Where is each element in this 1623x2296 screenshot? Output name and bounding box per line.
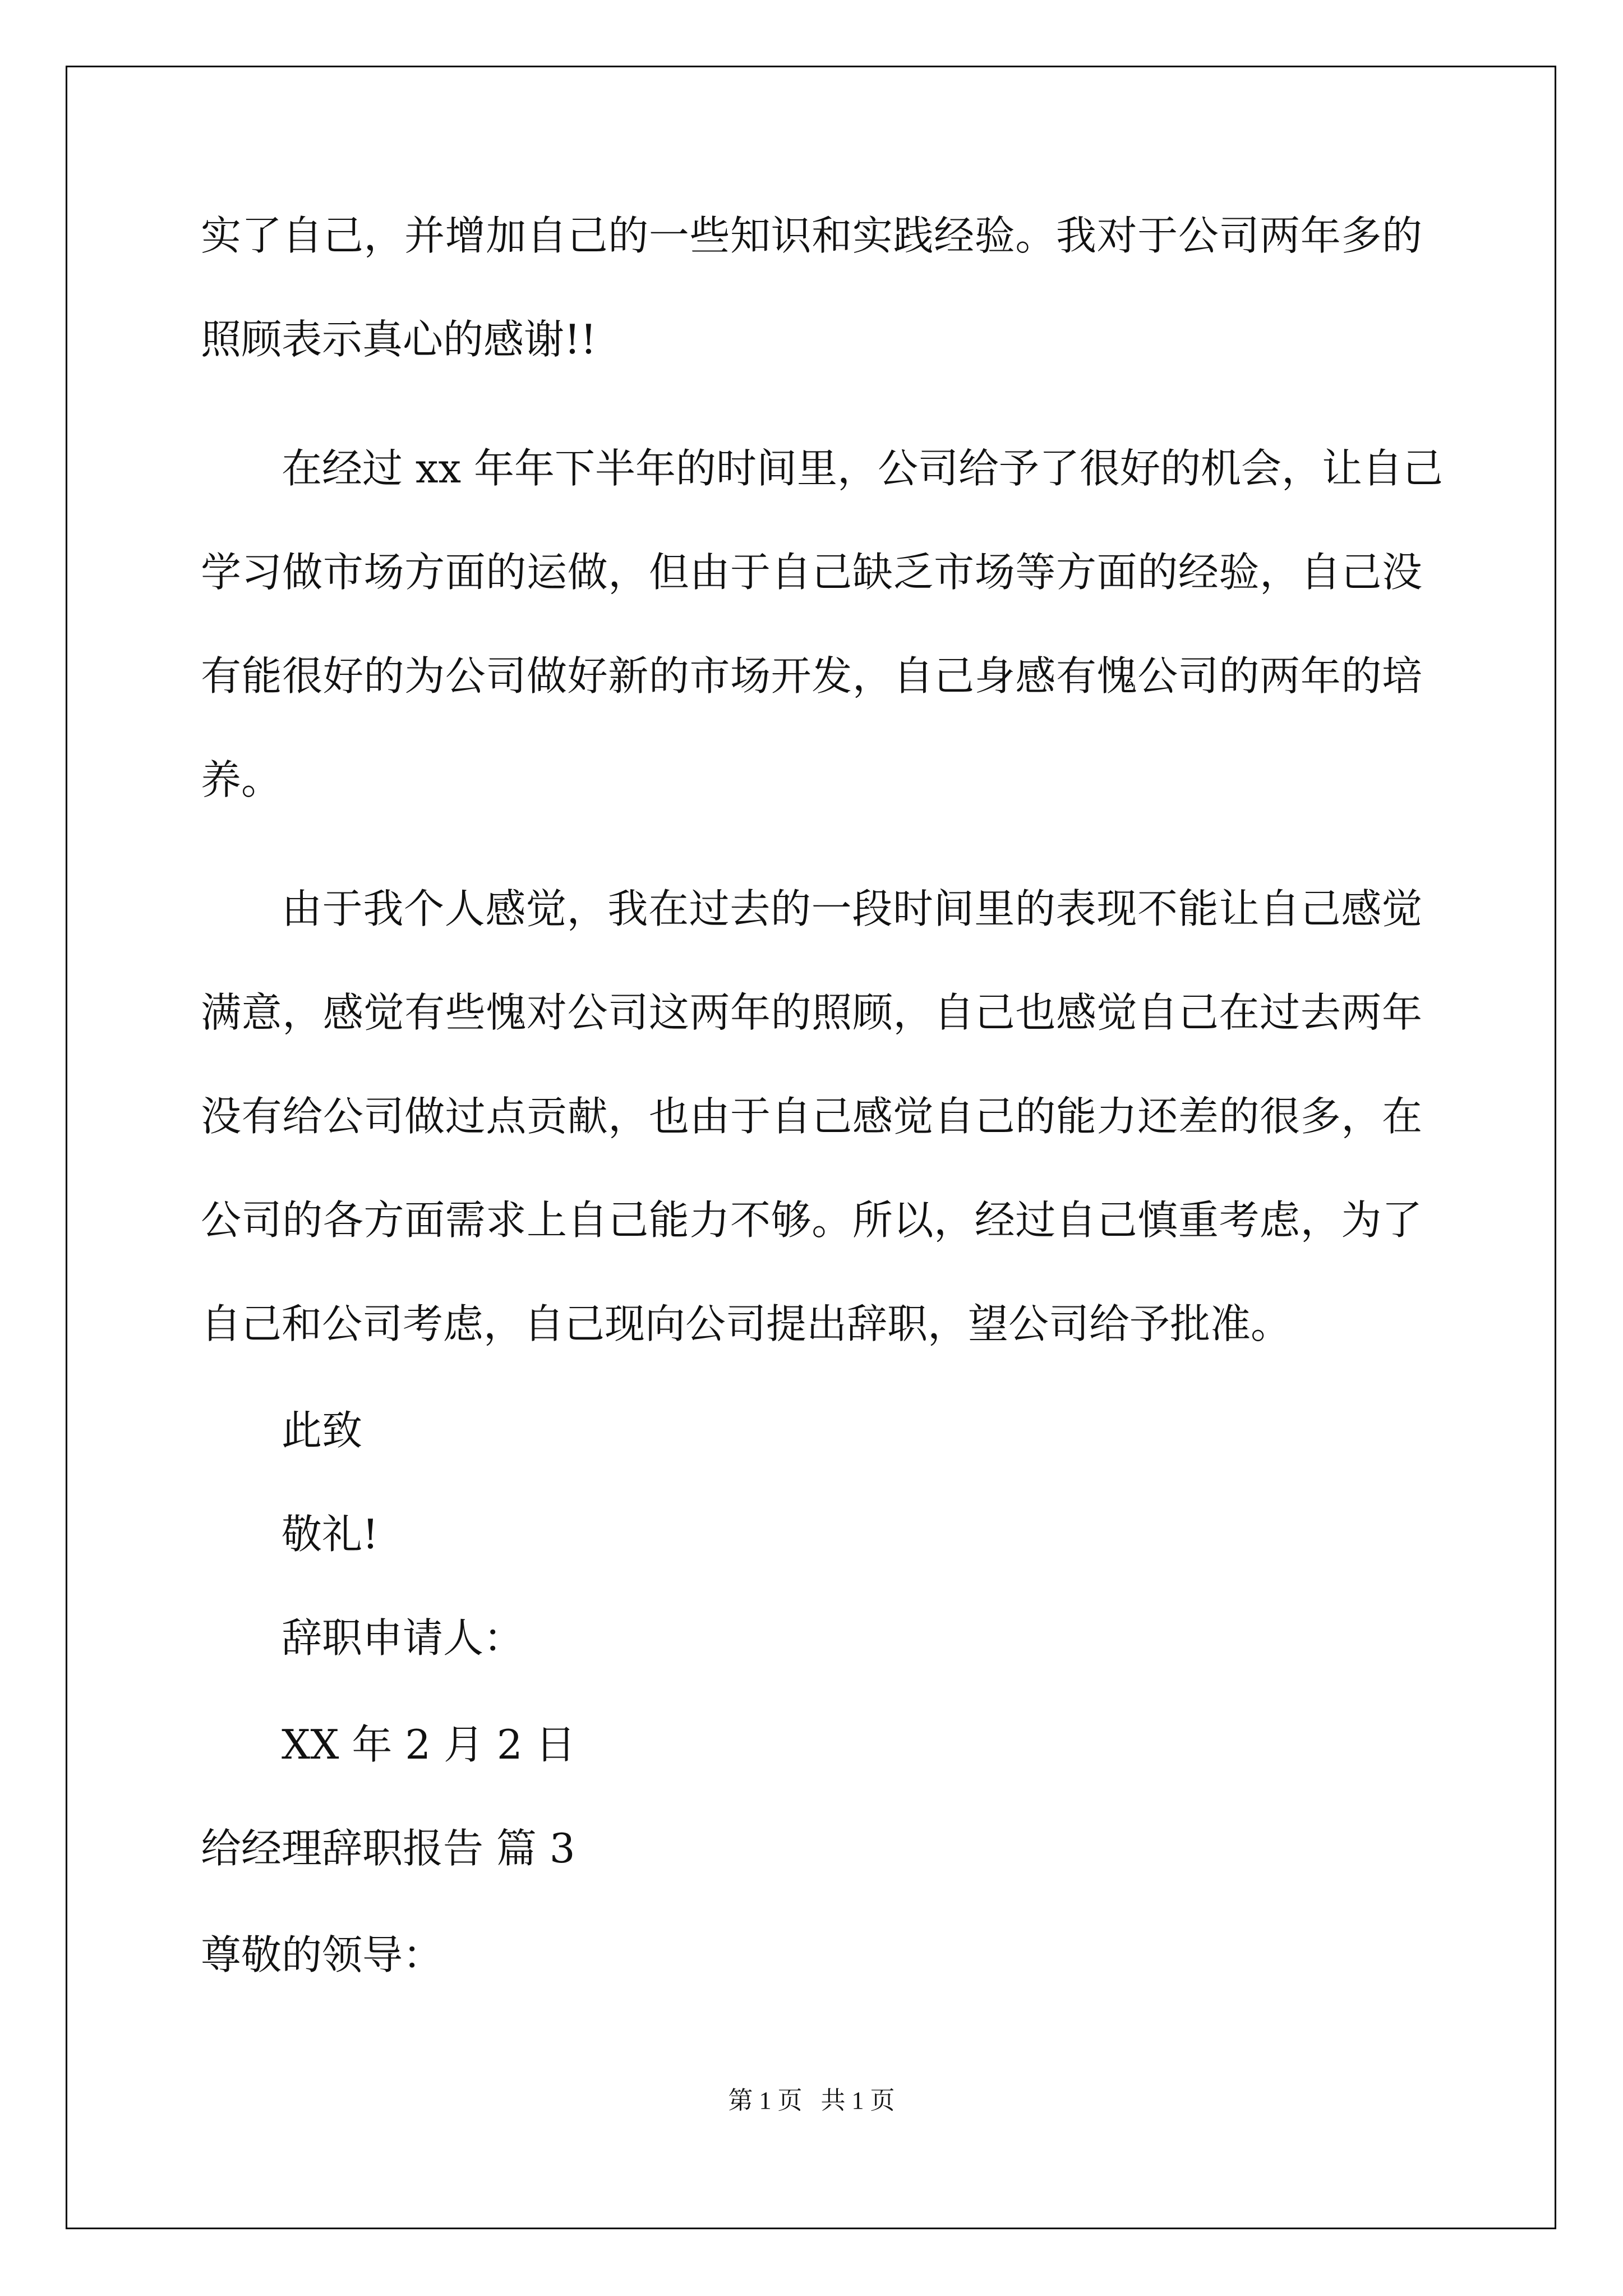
paragraph-line: 照顾表示真心的感谢!! xyxy=(201,316,597,363)
paragraph-line: 实了自己，并增加自己的一些知识和实践经验。我对于公司两年多的 xyxy=(201,212,1422,259)
page-border xyxy=(66,66,1556,2229)
paragraph-line: 满意，感觉有些愧对公司这两年的照顾，自己也感觉自己在过去两年 xyxy=(201,989,1422,1036)
paragraph-line: 没有给公司做过点贡献，也由于自己感觉自己的能力还差的很多，在 xyxy=(201,1093,1422,1140)
paragraph-line: 在经过 xx 年年下半年的时间里，公司给予了很好的机会，让自己 xyxy=(282,445,1443,492)
paragraph-line: 自己和公司考虑，自己现向公司提出辞职，望公司给予批准。 xyxy=(201,1300,1292,1347)
page-footer: 第 1 页 共 1 页 xyxy=(728,2087,895,2114)
paragraph-line: 养。 xyxy=(201,756,282,803)
signature-label: 辞职申请人： xyxy=(282,1614,524,1662)
paragraph-line: 公司的各方面需求上自己能力不够。所以，经过自己慎重考虑，为了 xyxy=(201,1197,1422,1244)
paragraph-line: 由于我个人感觉，我在过去的一段时间里的表现不能让自己感觉 xyxy=(282,885,1422,932)
closing-salutation: 此致 xyxy=(282,1407,363,1454)
section-heading: 给经理辞职报告 篇 3 xyxy=(201,1825,575,1872)
closing-regards: 敬礼! xyxy=(282,1511,379,1558)
signature-date: XX 年 2 月 2 日 xyxy=(282,1721,576,1768)
paragraph-line: 有能很好的为公司做好新的市场开发，自己身感有愧公司的两年的培 xyxy=(201,652,1422,700)
paragraph-line: 学习做市场方面的运做，但由于自己缺乏市场等方面的经验，自己没 xyxy=(201,549,1422,596)
letter-greeting: 尊敬的领导： xyxy=(201,1931,444,1978)
